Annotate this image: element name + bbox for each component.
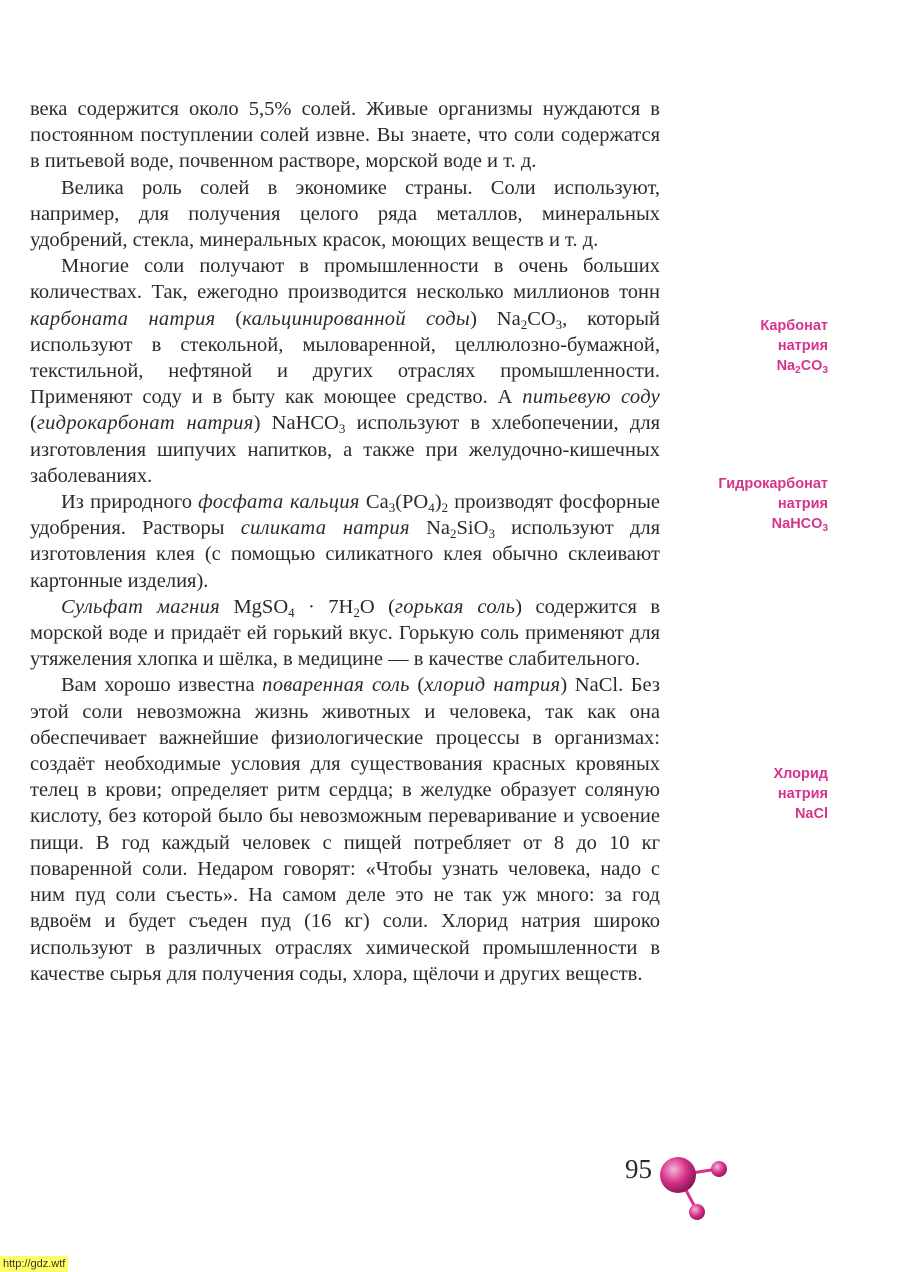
text-run: SiO (456, 517, 489, 540)
margin-note-line: натрия (777, 496, 828, 512)
formula-part: CO (800, 358, 823, 374)
watermark-link[interactable]: http://gdz.wtf (0, 1256, 68, 1272)
subscript: 2 (450, 526, 457, 542)
term-baking-soda: питьевую соду (522, 386, 660, 409)
text-run: Ca (359, 491, 389, 514)
subscript: 3 (488, 526, 495, 542)
text-run: ( (215, 307, 243, 330)
text-run: O ( (359, 595, 395, 618)
subscript: 3 (388, 500, 396, 516)
term-sodium-silicate: силиката натрия (240, 517, 410, 540)
text-run: Из природного (61, 491, 199, 514)
text-run: используют в хлебопечении, для изготовления шипучих напитков, а также при желудочно-кишечных заболеваниях. (30, 412, 661, 487)
formula-subscript: 2 (795, 365, 801, 376)
text-run: Na (409, 517, 451, 540)
margin-note-formula (668, 356, 828, 376)
main-text (30, 96, 660, 987)
molecule-icon (656, 1150, 736, 1226)
term-bitter-salt: горькая соль (394, 595, 516, 618)
margin-note-sodium-chloride (668, 764, 828, 824)
term-calcium-phosphate: фосфата кальция (198, 491, 360, 514)
paragraph-6 (30, 672, 660, 986)
text-run: Вам хорошо известна (61, 674, 263, 697)
formula-subscript: 3 (822, 523, 828, 534)
margin-note-sodium-bicarbonate (668, 474, 828, 534)
margin-note-line: натрия (777, 338, 828, 354)
subscript: 3 (338, 421, 346, 437)
paragraph-2: Велика роль солей в экономике страны. Соли используют, например, для получения целого ряда металлов, минеральных удобрений, стекла, минеральных красок, моющих веществ и т. д. (30, 176, 660, 252)
margin-note-line: натрия (777, 786, 828, 802)
text-run: ( (409, 674, 425, 697)
subscript: 4 (428, 500, 435, 516)
text-run: · 7H (294, 595, 354, 618)
text-run: Многие соли получают в промышленности в очень больших количествах. Так, ежегодно производится несколько миллионов тонн (30, 255, 660, 304)
subscript: 4 (288, 604, 295, 620)
margin-note-line: Хлорид (773, 766, 828, 782)
paragraph-4 (30, 489, 660, 594)
margin-note-line: Карбонат (760, 318, 828, 334)
text-run: , который используют в стекольной, мыловаренной, целлюлозно-бумажной, текстильной, нефтяной и других отраслях промышленности. Применяют соду и в быту как моющее средство. А (30, 307, 660, 409)
margin-note-line: Гидрокарбонат (718, 476, 828, 492)
text-run: CO (527, 307, 556, 330)
term-sodium-carbonate: карбоната натрия (30, 307, 216, 330)
formula-subscript: 3 (822, 365, 828, 376)
text-run: ) Na (470, 307, 521, 330)
term-soda-ash: кальцинированной соды (242, 307, 471, 330)
text-run: ) содержится в морской воде и придаёт ей горький вкус. Горькую соль применяют для утяжеления хлопка и шёлка, в медицине — в качестве слабительного. (30, 595, 660, 671)
margin-note-formula (668, 514, 828, 534)
text-run: (PO (395, 491, 429, 514)
margin-note-sodium-carbonate (668, 316, 828, 376)
text-run: MgSO (220, 595, 289, 618)
term-table-salt: поваренная соль (262, 674, 410, 697)
term-sodium-bicarbonate: гидрокарбонат натрия (36, 412, 254, 435)
text-run: производят фосфорные удобрения. Растворы (30, 491, 661, 540)
text-run: ) NaHCO (253, 412, 339, 435)
formula-part: Na (776, 358, 796, 374)
paragraph-3 (30, 253, 660, 489)
subscript: 2 (353, 604, 360, 620)
formula-part: NaHCO (771, 516, 823, 532)
text-run: используют для изготовления клея (с помощью силикатного клея обычно склеивают картонные изделия). (30, 517, 660, 592)
text-run: ) NaCl. Без этой соли невозможна жизнь животных и человека, так как она обеспечивает важнейшие физиологические процессы в организмах: создаёт необходимые условия для существования красных кровяных телец в крови; определяет ритм сердца; в желудке образует соляную кислоту, без которой было бы невозможным переваривание и усвоение пищи. В год каждый человек с пищей потребляет от 8 до 10 кг поваренной соли. Недаром говорят: «Чтобы узнать человека, надо с ним пуд соли съесть». На самом деле это не так уж много: за год вдвоём и будет съеден пуд (16 кг) соли. Хлорид натрия широко используют в различных отраслях химической промышленности в качестве сырья для получения соды, хлора, щёлочи и других веществ. (30, 674, 661, 985)
paragraph-5 (30, 594, 660, 673)
paragraph-1: века содержится около 5,5% солей. Живые организмы нуждаются в постоянном поступлении солей извне. Вы знаете, что соли содержатся в питьевой воде, почвенном растворе, морской воде и т. д. (30, 98, 660, 173)
margin-note-formula: NaCl (794, 806, 828, 822)
text-run: ) (434, 491, 442, 514)
term-magnesium-sulfate: Сульфат магния (61, 595, 221, 618)
subscript: 3 (555, 316, 563, 332)
text-run: ( (30, 412, 37, 435)
page-number: 95 (625, 1154, 652, 1184)
subscript: 2 (441, 500, 449, 516)
subscript: 2 (520, 316, 528, 332)
term-sodium-chloride: хлорид натрия (424, 674, 561, 697)
